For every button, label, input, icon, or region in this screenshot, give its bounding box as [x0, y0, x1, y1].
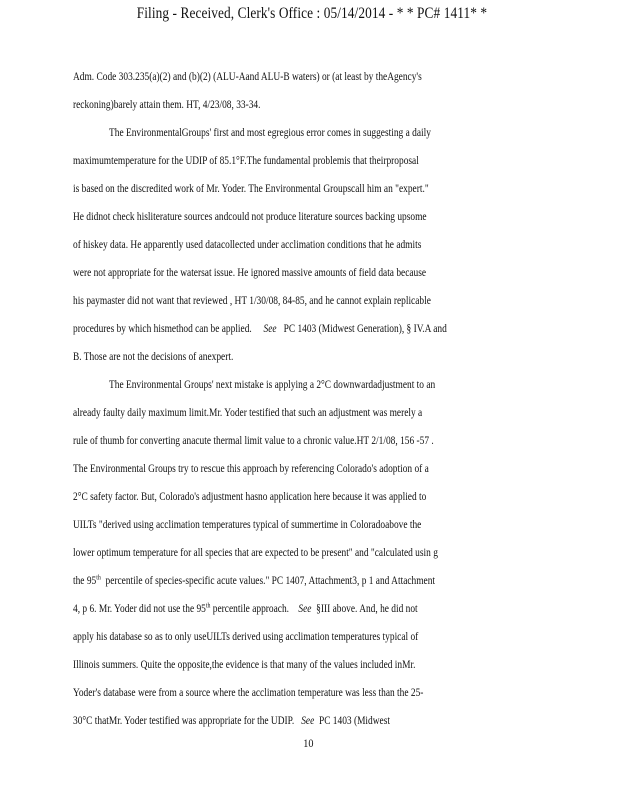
citation-signal: See [301, 715, 315, 727]
text-line [73, 323, 447, 335]
text-line: reckoning)barely attain them. HT, 4/23/08, 33-34. [73, 99, 261, 111]
text-segment: percentile approach. [212, 603, 289, 615]
text-line: He didnot check hisliterature sources andcould not produce literature sources backing upsome [73, 211, 427, 223]
text-line: B. Those are not the decisions of anexpert. [73, 351, 234, 363]
text-segment: 30°C thatMr. Yoder testified was appropriate for the UDIP. [73, 715, 295, 727]
text-line: UILTs "derived using acclimation temperatures typical of summertime in Coloradoabove the [73, 519, 422, 531]
superscript: th [205, 601, 211, 610]
text-line [73, 575, 435, 587]
text-line: Adm. Code 303.235(a)(2) and (b)(2) (ALU-Aand ALU-B waters) or (at least by theAgency's [73, 71, 422, 83]
citation-signal: See [298, 603, 312, 615]
text-segment: PC 1403 (Midwest Generation), § IV.A and [283, 323, 447, 335]
page-number: 10 [303, 736, 314, 750]
text-line: his paymaster did not want that reviewed , HT 1/30/08, 84-85, and he cannot explain replicable [73, 295, 431, 307]
text-line: The Environmental Groups try to rescue this approach by referencing Colorado's adoption of a [73, 463, 429, 475]
text-line: rule of thumb for converting anacute thermal limit value to a chronic value.HT 2/1/08, 156 -57 . [73, 435, 434, 447]
text-line: is based on the discredited work of Mr. Yoder. The Environmental Groupscall him an "expert." [73, 183, 429, 195]
text-line: were not appropriate for the watersat issue. He ignored massive amounts of field data because [73, 267, 427, 279]
text-line: of hiskey data. He apparently used datacollected under acclimation conditions that he admits [73, 239, 422, 251]
text-segment: §III above. And, he did not [316, 603, 418, 615]
text-line: lower optimum temperature for all species that are expected to be present" and "calculated usin g [73, 547, 438, 559]
text-segment: procedures by which hismethod can be applied. [73, 323, 252, 335]
text-line: maximumtemperature for the UDIP of 85.1°F.The fundamental problemis that theirproposal [73, 155, 419, 167]
text-line: Yoder's database were from a source where the acclimation temperature was less than the 25- [73, 687, 424, 699]
text-line: apply his database so as to only useUILTs derived using acclimation temperatures typical of [73, 631, 419, 643]
text-line: Illinois summers. Quite the opposite,the evidence is that many of the values included inMr. [73, 659, 416, 671]
citation-signal: See [263, 323, 277, 335]
text-line: 2°C safety factor. But, Colorado's adjustment hasno application here because it was applied to [73, 491, 427, 503]
text-line: The EnvironmentalGroups' first and most egregious error comes in suggesting a daily [109, 127, 431, 139]
filing-header: Filing - Received, Clerk's Office : 05/14/2014 - * * PC# 1411* * [136, 5, 488, 22]
text-segment: percentile of species-specific acute values." PC 1407, Attachment3, p 1 and Attachment [105, 575, 436, 587]
text-segment: the 95 [73, 575, 97, 587]
text-segment: PC 1403 (Midwest [318, 715, 390, 727]
text-line: The Environmental Groups' next mistake is applying a 2°C downwardadjustment to an [109, 379, 436, 391]
text-segment: 4, p 6. Mr. Yoder did not use the 95 [73, 603, 206, 615]
text-line [73, 715, 390, 727]
text-line [73, 603, 418, 615]
superscript: th [96, 573, 101, 582]
text-line: already faulty daily maximum limit.Mr. Yoder testified that such an adjustment was merely a [73, 407, 423, 419]
